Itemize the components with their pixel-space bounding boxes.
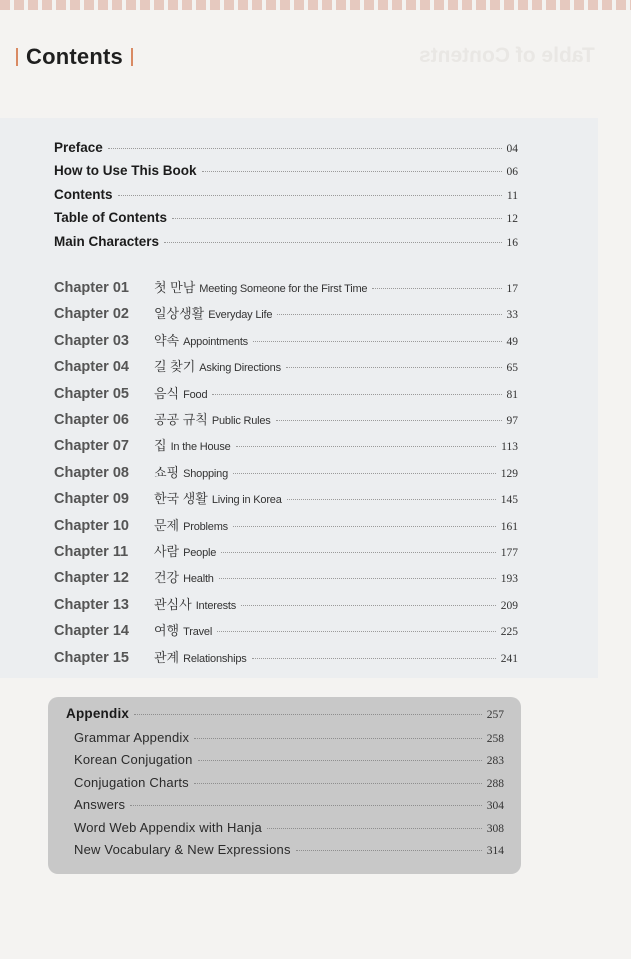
appendix-entry-answers[interactable]: Answers 304	[74, 797, 504, 813]
chapter-entry[interactable]	[54, 330, 518, 349]
dot-leader	[198, 760, 482, 761]
chapter-entry[interactable]	[54, 488, 518, 507]
chapter-entry[interactable]	[54, 356, 518, 375]
page-number: 283	[486, 755, 504, 768]
page-number: 04	[506, 143, 518, 155]
page-number: 241	[500, 652, 518, 665]
dot-leader	[252, 658, 496, 659]
chapter-title-english: Appointments	[183, 335, 248, 348]
chapter-number: Chapter 12	[54, 570, 129, 587]
chapter-title-english: Asking Directions	[199, 362, 281, 375]
toc-entry-preface[interactable]: Preface 04	[54, 140, 518, 155]
chapter-title-english: Travel	[183, 626, 213, 639]
dot-leader	[236, 446, 497, 447]
chapter-number: Chapter 02	[54, 306, 129, 323]
page-number: 06	[506, 166, 518, 178]
dot-leader	[241, 605, 496, 606]
dot-leader	[277, 314, 501, 315]
chapter-entry[interactable]	[54, 277, 518, 296]
chapter-number: Chapter 07	[54, 438, 129, 455]
chapter-title-korean: 관심사	[154, 596, 192, 612]
page-number: 33	[506, 309, 518, 322]
page-number: 113	[501, 441, 518, 454]
dot-leader	[372, 288, 501, 289]
page-number: 97	[506, 415, 518, 427]
dot-leader	[134, 714, 482, 715]
dot-leader	[287, 499, 496, 500]
toc-entry-main-characters[interactable]: Main Characters 16	[54, 234, 518, 249]
chapter-title-korean: 집	[154, 438, 167, 454]
chapter-title-korean: 공공 규칙	[154, 412, 208, 427]
chapter-title-korean: 길 찾기	[154, 359, 196, 375]
page-number: 314	[486, 845, 504, 857]
chapter-number: Chapter 09	[54, 491, 129, 508]
chapter-number: Chapter 13	[54, 596, 129, 613]
title-left-bar	[16, 48, 18, 66]
chapter-number: Chapter 05	[54, 385, 129, 402]
page-number: 16	[506, 237, 518, 249]
appendix-entry-new-vocabulary[interactable]: New Vocabulary & New Expressions 314	[74, 842, 504, 857]
appendix-heading-entry[interactable]: Appendix 257	[66, 706, 504, 721]
toc-entry-table-of-contents[interactable]: Table of Contents 12	[54, 210, 518, 225]
chapter-title-korean: 문제	[154, 517, 180, 533]
chapter-number: Chapter 10	[54, 517, 129, 534]
page-number: 11	[506, 190, 518, 202]
page-number: 209	[500, 599, 518, 612]
chapter-number: Chapter 01	[54, 280, 129, 296]
chapter-title-english: Health	[183, 573, 214, 586]
chapter-number: Chapter 04	[54, 359, 129, 376]
chapter-title-korean: 쇼핑	[154, 464, 180, 480]
page-number: 12	[506, 213, 518, 225]
page-number: 225	[500, 626, 518, 639]
dot-leader	[108, 148, 502, 149]
toc-entry-contents[interactable]: Contents 11	[54, 187, 518, 202]
page-number: 193	[500, 573, 518, 586]
chapter-title-english: Relationships	[183, 652, 247, 665]
chapter-title-korean: 첫 만남	[154, 280, 196, 295]
page-number: 304	[486, 800, 504, 813]
dot-leader	[253, 341, 502, 342]
chapter-title-korean: 관계	[154, 649, 180, 665]
page-number: 288	[486, 777, 504, 790]
chapter-title-english: Everyday Life	[208, 309, 273, 322]
dot-leader	[233, 526, 496, 527]
dot-leader	[172, 218, 502, 219]
page-title: Contents	[26, 44, 123, 69]
page-number: 129	[500, 467, 518, 480]
chapter-entry[interactable]	[54, 594, 518, 613]
page-number: 17	[506, 283, 518, 295]
chapter-entry[interactable]	[54, 515, 518, 534]
ghost-show-through-title: Table of Contents	[419, 44, 595, 67]
chapter-number: Chapter 06	[54, 412, 129, 428]
chapter-number: Chapter 08	[54, 464, 129, 481]
chapter-entry[interactable]	[54, 409, 518, 428]
chapter-title-english: In the House	[170, 441, 231, 454]
chapter-entry[interactable]	[54, 303, 518, 322]
dot-leader	[267, 828, 482, 829]
chapter-number: Chapter 11	[54, 544, 129, 560]
toc-entry-how-to-use[interactable]: How to Use This Book 06	[54, 163, 518, 178]
page-number: 161	[500, 520, 518, 533]
page-number: 49	[506, 335, 518, 348]
dot-leader	[212, 394, 501, 395]
chapter-title-korean: 약속	[154, 332, 180, 348]
chapter-title-korean: 사람	[154, 544, 180, 559]
chapter-number: Chapter 03	[54, 332, 129, 349]
decorative-top-border	[0, 0, 631, 10]
dot-leader	[164, 242, 501, 243]
dot-leader	[221, 552, 496, 553]
chapter-title-english: Meeting Someone for the First Time	[199, 283, 368, 295]
dot-leader	[118, 195, 502, 196]
chapter-title-english: Food	[183, 388, 208, 401]
page-header	[16, 42, 133, 72]
dot-leader	[130, 805, 482, 806]
chapter-entry[interactable]	[54, 541, 518, 560]
chapter-entry[interactable]	[54, 435, 518, 454]
page-number: 65	[506, 362, 518, 375]
chapter-entry[interactable]	[54, 383, 518, 402]
dot-leader	[202, 171, 502, 172]
chapter-entry[interactable]	[54, 620, 518, 639]
dot-leader	[217, 631, 496, 632]
chapter-title-english: Public Rules	[211, 415, 271, 427]
dot-leader	[286, 367, 502, 368]
appendix-entry-conjugation-charts[interactable]: Conjugation Charts 288	[74, 774, 504, 790]
page-number: 258	[486, 733, 504, 745]
chapter-title-english: People	[183, 547, 217, 559]
chapter-entry[interactable]	[54, 647, 518, 666]
dot-leader	[194, 738, 482, 739]
dot-leader	[233, 473, 496, 474]
chapter-entry[interactable]	[54, 567, 518, 586]
chapter-entry[interactable]	[54, 462, 518, 481]
page-number: 145	[500, 494, 518, 507]
chapter-title-english: Interests	[195, 599, 237, 612]
chapter-title-korean: 건강	[154, 570, 180, 586]
chapter-title-korean: 여행	[154, 623, 180, 639]
appendix-entry-grammar[interactable]: Grammar Appendix 258	[74, 730, 504, 745]
chapter-title-english: Living in Korea	[211, 494, 282, 507]
appendix-entry-korean-conjugation[interactable]: Korean Conjugation 283	[74, 752, 504, 768]
chapter-title-english: Shopping	[183, 467, 229, 480]
chapter-title-english: Problems	[183, 520, 228, 533]
chapter-number: Chapter 14	[54, 623, 129, 640]
page-number: 308	[486, 822, 504, 835]
chapter-number: Chapter 15	[54, 649, 129, 666]
dot-leader	[219, 578, 496, 579]
page-number: 177	[500, 547, 518, 559]
page-number: 257	[486, 709, 504, 721]
dot-leader	[276, 420, 502, 421]
chapter-title-korean: 음식	[154, 385, 180, 401]
dot-leader	[296, 850, 482, 851]
page-number: 81	[506, 388, 518, 401]
dot-leader	[194, 783, 482, 784]
chapter-title-korean: 한국 생활	[154, 491, 208, 507]
appendix-entry-word-web[interactable]: Word Web Appendix with Hanja 308	[74, 819, 504, 835]
chapter-title-korean: 일상생활	[154, 306, 205, 322]
title-right-bar	[131, 48, 133, 66]
